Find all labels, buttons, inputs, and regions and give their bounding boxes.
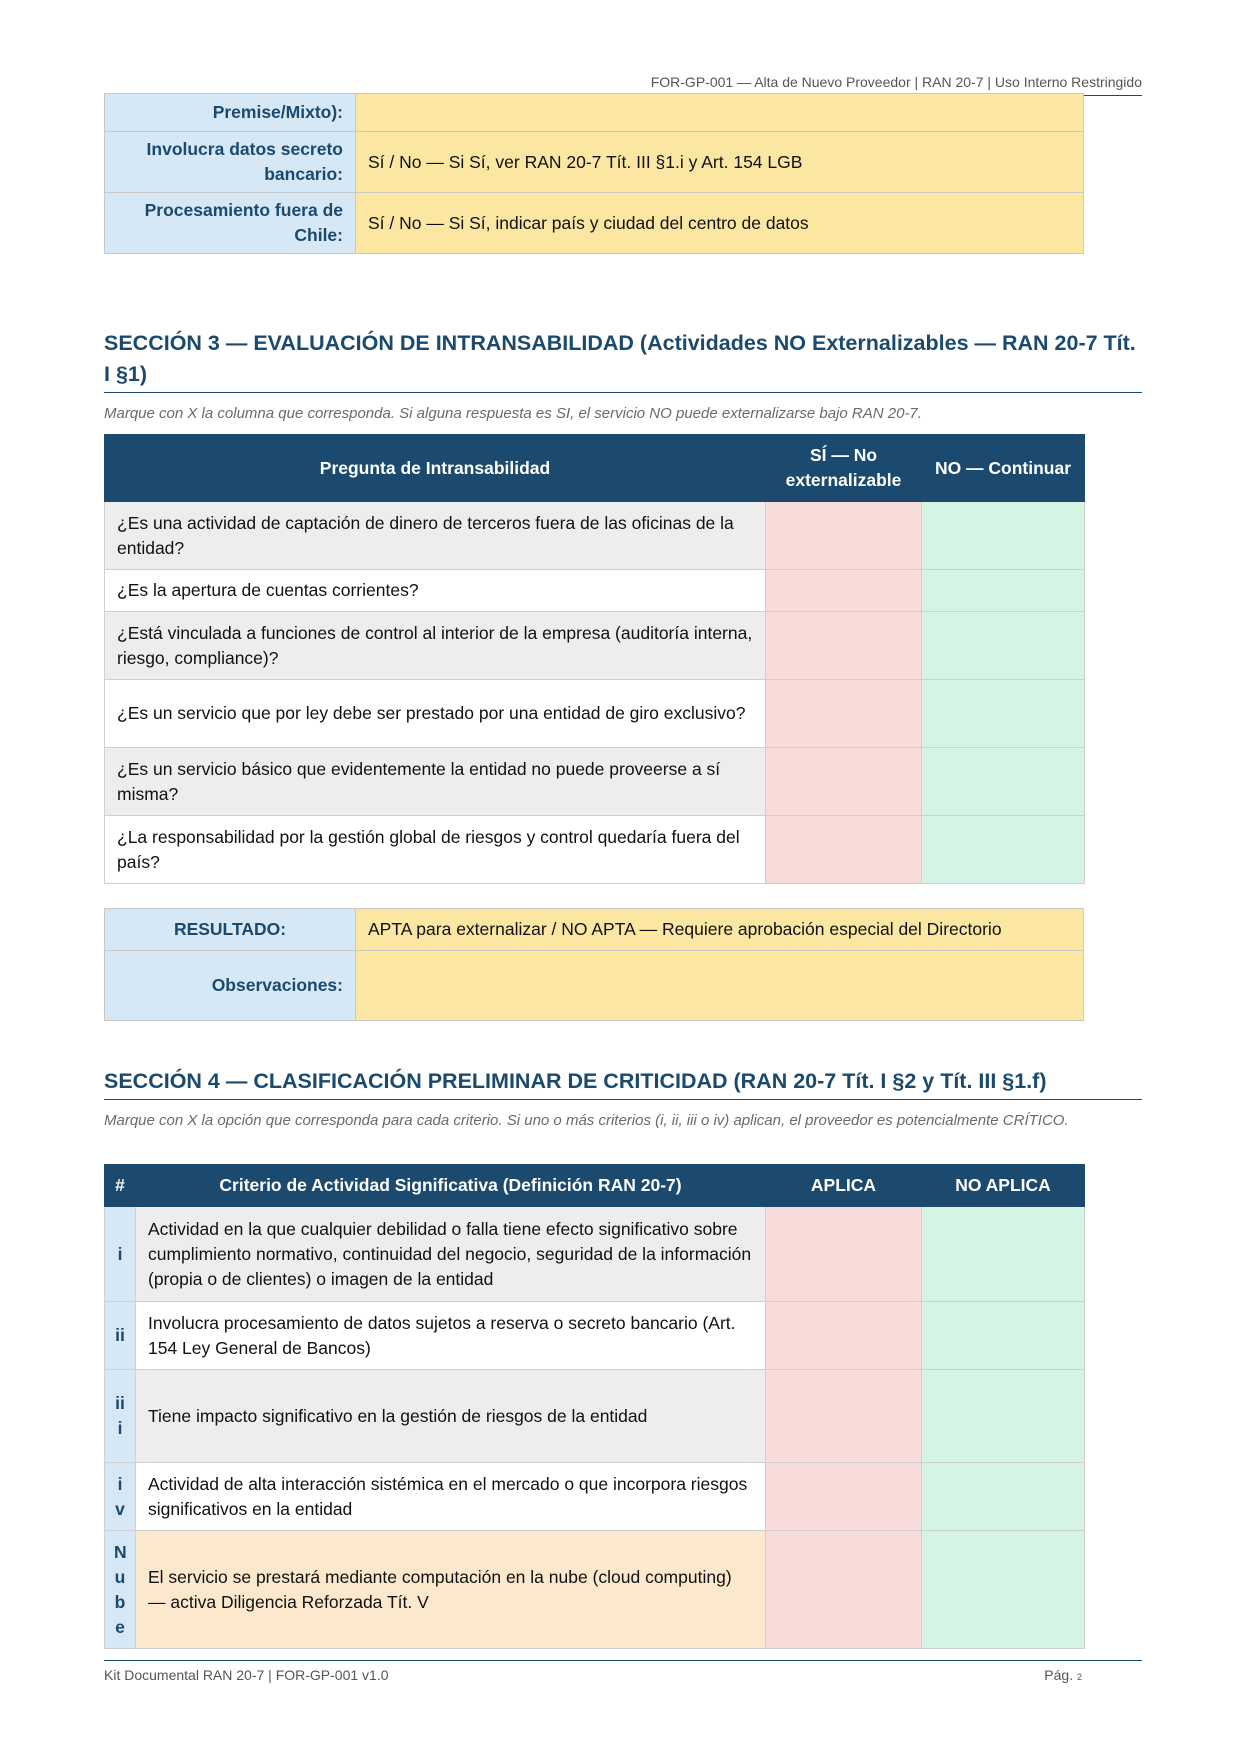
footer-doc-info: Kit Documental RAN 20-7 | FOR-GP-001 v1.0 xyxy=(104,1667,389,1683)
question-text: ¿Es una actividad de captación de dinero de terceros fuera de las oficinas de la entidad? xyxy=(105,502,766,570)
column-header-not-applies: NO APLICA xyxy=(922,1165,1085,1207)
table-row xyxy=(105,1302,1085,1370)
question-text: ¿Es un servicio que por ley debe ser prestado por una entidad de giro exclusivo? xyxy=(105,680,766,748)
criterion-text: El servicio se prestará mediante computación en la nube (cloud computing) — activa Diligencia Reforzada Tít. V xyxy=(136,1531,766,1649)
result-label: RESULTADO: xyxy=(105,909,356,951)
intransability-table xyxy=(104,434,1085,884)
table-header-row xyxy=(105,1165,1085,1207)
question-text: ¿Es un servicio básico que evidentemente la entidad no puede proveerse a sí misma? xyxy=(105,748,766,816)
column-header-question: Pregunta de Intransabilidad xyxy=(105,435,766,502)
no-cell[interactable] xyxy=(922,680,1085,748)
no-cell[interactable] xyxy=(922,502,1085,570)
no-cell[interactable] xyxy=(922,612,1085,680)
criterion-number: i xyxy=(105,1207,136,1302)
field-value[interactable]: Sí / No — Si Sí, ver RAN 20-7 Tít. III §1.i y Art. 154 LGB xyxy=(356,132,1084,193)
applies-cell[interactable] xyxy=(766,1463,922,1531)
criterion-number-text: iii xyxy=(115,1393,125,1438)
result-value[interactable]: APTA para externalizar / NO APTA — Requiere aprobación especial del Directorio xyxy=(356,909,1084,951)
yes-cell[interactable] xyxy=(766,748,922,816)
page-header: FOR-GP-001 — Alta de Nuevo Proveedor | RAN 20-7 | Uso Interno Restringido xyxy=(104,74,1142,96)
criterion-number xyxy=(105,1302,136,1370)
criterion-number-text: Nube xyxy=(114,1541,127,1637)
applies-cell[interactable] xyxy=(766,1207,922,1302)
table-row xyxy=(105,1370,1085,1463)
criticality-table xyxy=(104,1164,1085,1649)
question-text: ¿Es la apertura de cuentas corrientes? xyxy=(105,570,766,612)
section-4-title: SECCIÓN 4 — CLASIFICACIÓN PRELIMINAR DE CRITICIDAD (RAN 20-7 Tít. I §2 y Tít. III §1.f) xyxy=(104,1066,1142,1100)
criterion-text: Tiene impacto significativo en la gestión de riesgos de la entidad xyxy=(136,1370,766,1463)
no-cell[interactable] xyxy=(922,748,1085,816)
criterion-text: Actividad de alta interacción sistémica en el mercado o que incorpora riesgos significativos en la entidad xyxy=(136,1463,766,1531)
criterion-text: Involucra procesamiento de datos sujetos a reserva o secreto bancario (Art. 154 Ley General de Bancos) xyxy=(136,1302,766,1370)
table-header-row xyxy=(105,435,1085,502)
field-label: Involucra datos secreto bancario: xyxy=(105,132,356,193)
result-row xyxy=(105,909,1084,951)
page-footer xyxy=(104,1660,1142,1683)
criterion-number xyxy=(105,1531,136,1649)
yes-cell[interactable] xyxy=(766,680,922,748)
question-text: ¿Está vinculada a funciones de control al interior de la empresa (auditoría interna, riesgo, compliance)? xyxy=(105,612,766,680)
criterion-text: Actividad en la que cualquier debilidad o falla tiene efecto significativo sobre cumplimiento normativo, continuidad del negocio, seguridad de la información (propia o de clientes) o imagen de la entidad xyxy=(136,1207,766,1302)
info-row xyxy=(105,193,1084,254)
result-table xyxy=(104,908,1084,1021)
yes-cell[interactable] xyxy=(766,816,922,884)
question-text: ¿La responsabilidad por la gestión global de riesgos y control quedaría fuera del país? xyxy=(105,816,766,884)
info-row xyxy=(105,132,1084,193)
criterion-number xyxy=(105,1370,136,1463)
column-header-yes: SÍ — No externalizable xyxy=(766,435,922,502)
yes-cell[interactable] xyxy=(766,570,922,612)
observations-value[interactable] xyxy=(356,951,1084,1021)
criterion-number xyxy=(105,1463,136,1531)
yes-cell[interactable] xyxy=(766,612,922,680)
criterion-number-text: iv xyxy=(115,1473,125,1519)
criterion-number-text: ii xyxy=(115,1325,125,1345)
column-header-criterion: Criterio de Actividad Significativa (Definición RAN 20-7) xyxy=(136,1165,766,1207)
not-applies-cell[interactable] xyxy=(922,1302,1085,1370)
applies-cell[interactable] xyxy=(766,1370,922,1463)
section-4-note: Marque con X la opción que corresponda para cada criterio. Si uno o más criterios (i, ii, iii o iv) aplican, el proveedor es potencialmente CRÍTICO. xyxy=(104,1112,1069,1129)
page-number-value: 2 xyxy=(1076,1672,1082,1682)
table-row xyxy=(105,1531,1085,1649)
page-number xyxy=(1044,1667,1082,1683)
section-3-title: SECCIÓN 3 — EVALUACIÓN DE INTRANSABILIDAD (Actividades NO Externalizables — RAN 20-7 Tít. I §1) xyxy=(104,328,1142,393)
applies-cell[interactable] xyxy=(766,1531,922,1649)
column-header-number: # xyxy=(105,1165,136,1207)
field-value[interactable] xyxy=(356,94,1084,132)
not-applies-cell[interactable] xyxy=(922,1531,1085,1649)
not-applies-cell[interactable] xyxy=(922,1207,1085,1302)
table-row xyxy=(105,1463,1085,1531)
not-applies-cell[interactable] xyxy=(922,1463,1085,1531)
not-applies-cell[interactable] xyxy=(922,1370,1085,1463)
column-header-applies: APLICA xyxy=(766,1165,922,1207)
field-value[interactable]: Sí / No — Si Sí, indicar país y ciudad del centro de datos xyxy=(356,193,1084,254)
result-row xyxy=(105,951,1084,1021)
no-cell[interactable] xyxy=(922,570,1085,612)
applies-cell[interactable] xyxy=(766,1302,922,1370)
table-row xyxy=(105,502,1085,570)
no-cell[interactable] xyxy=(922,816,1085,884)
provider-info-table xyxy=(104,93,1084,254)
field-label: Premise/Mixto): xyxy=(105,94,356,132)
yes-cell[interactable] xyxy=(766,502,922,570)
field-label: Procesamiento fuera de Chile: xyxy=(105,193,356,254)
table-row xyxy=(105,680,1085,748)
info-row xyxy=(105,94,1084,132)
page-label: Pág. xyxy=(1044,1667,1074,1683)
column-header-no: NO — Continuar xyxy=(922,435,1085,502)
section-3-note: Marque con X la columna que corresponda. Si alguna respuesta es SI, el servicio NO puede externalizarse bajo RAN 20-7. xyxy=(104,405,922,422)
table-row xyxy=(105,570,1085,612)
table-row xyxy=(105,748,1085,816)
table-row xyxy=(105,612,1085,680)
observations-label: Observaciones: xyxy=(105,951,356,1021)
table-row xyxy=(105,1207,1085,1302)
table-row xyxy=(105,816,1085,884)
